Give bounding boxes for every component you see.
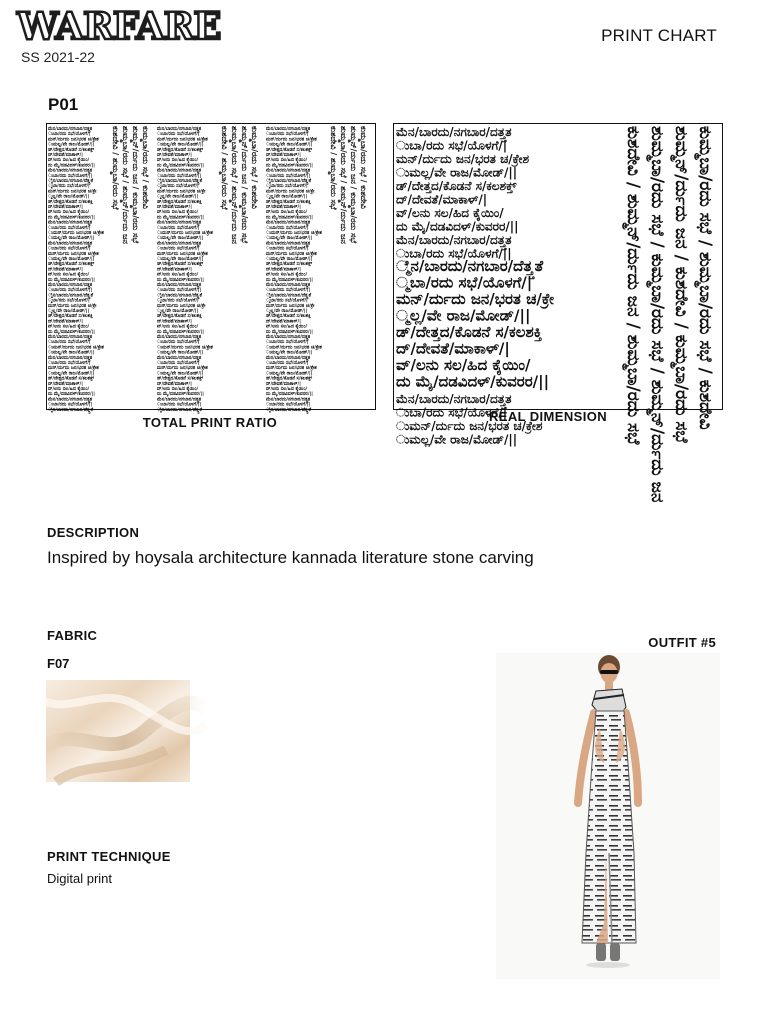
- pattern-text-line: ್ಮಬಾ/ರದು ಸಭೆ/ಯೊಳಗೆ/|: [157, 184, 199, 190]
- pattern-text-line: ಡ್/ದೇತ್ತದ/ಕೊಡನೆ ಸ/ಕಲಶಕ್ತ್: [157, 376, 204, 382]
- pattern-text-line: ದು ಮೈ/ದಡವಿದಳ್/ಕುವರರ/||: [157, 392, 204, 398]
- pattern-text-line: ದ್/ದೇವತೆ/ಮಾಕಾಳ್/|: [266, 153, 301, 158]
- pattern-text-line: ುಬಾ/ರದು ಸಭೆ/ಯೊಳಗೆ/||: [157, 173, 202, 179]
- pattern-text-line: ್ಮೆನ/ಬಾರದು/ನಗಬಾರ/ದೆತ್ತ್ತತೆ: [48, 407, 94, 413]
- pattern-text-line: ುಮಲ್ಲ/ವೇ ರಾಜ/ಮೋಡ್/||: [266, 350, 313, 356]
- pattern-text-line: ಮೆನ/ಬಾರದು/ನಗಬಾರ/ದತ್ತ್ತತ: [48, 241, 93, 247]
- pattern-text-line: ುಬಾ/ರದು ಸಭೆ/ಯೊಳಗೆ/|: [396, 405, 508, 420]
- pattern-text-line: ಡ್/ದೇತ್ತದ/ಕೊಡನೆ ಸ/ಕಲಶಕ್ತಿ: [266, 199, 311, 205]
- pattern-text-line: ಮನ್/ರ್ದುದು ಜನ/ಭರತ ಚ/ಕ್ರೇಶ: [48, 251, 99, 257]
- print-pattern-small: [47, 124, 375, 413]
- pattern-text-line: ಮೆನ/ಬಾರದು/ನಗಬಾರ/ದತ್ತ್ತತ: [396, 392, 512, 406]
- fashion-illustration-image: [496, 653, 720, 979]
- pattern-text-line: ುಬಾ/ರದು ಸಭೆ/ಯೊಳಗೆ/|: [48, 361, 91, 366]
- pattern-text-line: ದ್/ದೇವತೆ/ಮಾಕಾಳ್/|: [157, 381, 192, 387]
- pattern-text-line: ್ಮಬಾ/ರದು ಸಭೆ/ಯೊಳಗೆ/|: [266, 184, 308, 190]
- pattern-text-line: ುಬಾ/ರದು ಸಭೆ/ಯೊಳಗೆ/|: [266, 361, 309, 366]
- pattern-text-line: ಡ್/ದೇತ್ತದ/ಕೊಡನೆ ಸ/ಕಲಶಕ್ತ್: [266, 376, 313, 382]
- pattern-text-line: ವ್/ಲನು ಸಲ/ಹಿದ ಕೈಯಿಂ/: [157, 272, 199, 278]
- pattern-text-line: ಮೆನ/ಬಾರದು/ನಗಬಾರ/ದತ್ತ್ತತ: [266, 168, 311, 174]
- pattern-text-line: ವ್/ಲನು ಸಲ/ಹಿದ ಕೈಯಿಂ/: [266, 272, 308, 278]
- pattern-text-line: ವ್/ಲನು ಸಲ/ಹಿದ ಕೈಯಿಂ/: [48, 158, 90, 164]
- pattern-text-line: ದು ಮೈ/ದಡವಿದಳ್/ಕುವರರ/||: [48, 215, 95, 221]
- pattern-text-line: ಡ್/ದೇತ್ತದ/ಕೊಡನೆ ಸ/ಕಲಶಕ್ತ್: [48, 262, 95, 268]
- pattern-text-line: ದ್/ದೇವತೆ/ಮಾಕಾಳ್/|: [266, 267, 301, 273]
- pattern-text-line: ುಬಾ/ರದು ಸಭೆ/ಯೊಳಗೆ/|: [266, 340, 309, 346]
- pattern-text-line: ಮನ್/ರ್ದುದು ಜನ/ಭರತ ಚ/ಕ್ರೇ: [266, 303, 315, 309]
- pattern-text-line: ಡ್/ದೇತ್ತದ/ಕೊಡನೆ ಸ/ಕಲಶಕ್ತಿ: [396, 323, 542, 341]
- pattern-text-line: ಡ್/ದೇತ್ತದ/ಕೊಡನೆ ಸ/ಕಲಶಕ್ತ್: [48, 376, 95, 382]
- pattern-vertical-text: ಕುಶದೇವಿ / ಶುಮ್ಮಬಾ/ರದು ಸಭೆ: [111, 126, 120, 210]
- pattern-text-line: ುಬಾ/ರದು ಸಭೆ/ಯೊಳಗೆ/|: [396, 138, 508, 153]
- pattern-text-line: ುಮಲ್ಲ/ವೇ ರಾಜ/ಮೋಡ್/||: [396, 165, 518, 180]
- pattern-text-line: ುಮಲ್ಲ/ವೇ ರಾಜ/ಮೋಡ್/||: [157, 350, 204, 356]
- pattern-text-line: ಮೆನ/ಬಾರದು/ನಗಬಾರ/ದತ್ತ್ತತ: [157, 127, 202, 132]
- total-print-ratio-swatch: [46, 123, 376, 413]
- pattern-text-line: ಡ್/ದೇತ್ತದ/ಕೊಡನೆ ಸ/ಕಲಶಕ್ತ್: [266, 147, 313, 153]
- pattern-vertical-text: ಕುಶದೇವಿ / ಶುಮ್ಮನ್/ರ್ದುದು ಜನ / ಶುಮ್ಮಬಾ/ರದು ಸಭೆ: [623, 126, 643, 445]
- pattern-text-line: ದ್/ದೇವತೆ/ಮಾಕಾಳ್/|: [48, 153, 83, 158]
- pattern-text-line: ಮೆನ/ಬಾರದು/ನಗಬಾರ/ದತ್ತ್ತತ: [157, 335, 202, 340]
- pattern-text-line: ಮೆನ/ಬಾರದು/ನಗಬಾರ/ದತ್ತ್ತತ: [157, 355, 202, 361]
- pattern-text-line: ದ್/ದೇವತೆ/ಮಾಕಾಳ್/|: [157, 319, 192, 325]
- pattern-text-line: ಮೆನ/ಬಾರದು/ನಗಬಾರ/ದತ್ತ್ತತ: [266, 355, 311, 361]
- pattern-text-line: ದ್/ದೇವತೆ/ಮಾಕಾಳ್/|: [48, 319, 83, 325]
- pattern-text-line: ್ಮಲ್ಲ/ವೇ ರಾಜ/ಮೋಡ್/||: [266, 309, 308, 314]
- pattern-text-line: ುಬಾ/ರದು ಸಭೆ/ಯೊಳಗೆ/|: [157, 246, 200, 252]
- pattern-text-line: ುಮಲ್ಲ/ವೇ ರಾಜ/ಮೋಡ್/||: [266, 236, 313, 242]
- pattern-text-line: ುಮಲ್ಲ/ವೇ ರಾಜ/ಮೋಡ್/||: [266, 142, 313, 148]
- pattern-text-line: ಮೆನ/ಬಾರದು/ನಗಬಾರ/ದತ್ತ್ತತ: [266, 397, 311, 403]
- pattern-text-line: ಮೆನ/ಬಾರದು/ನಗಬಾರ/ದತ್ತ್ತತ: [157, 241, 202, 247]
- pattern-text-line: ುಮಲ್ಲ/ವೇ ರಾಜ/ಮೋಡ್/||: [396, 432, 518, 447]
- pattern-text-line: ಡ್/ದೇತ್ತದ/ಕೊಡನೆ ಸ/ಕಲಶಕ್ತಿ: [48, 314, 93, 320]
- pattern-text-line: ವ್/ಲನು ಸಲ/ಹಿದ ಕೈಯಿಂ/: [396, 356, 531, 374]
- pattern-text-line: ಮೆನ/ಬಾರದು/ನಗಬಾರ/ದತ್ತ್ತತ: [157, 397, 202, 403]
- pattern-text-line: ಮನ್/ರ್ದುದು ಜನ/ಭರತ ಚ/ಕ್ರೇಶ: [48, 366, 99, 372]
- pattern-text-line: ದ್/ದೇವತೆ/ಮಾಕಾಳ್/|: [157, 267, 192, 273]
- pattern-text-line: ುಮಲ್ಲ/ವೇ ರಾಜ/ಮೋಡ್/||: [48, 257, 95, 262]
- pattern-text-line: ್ಮಲ್ಲ/ವೇ ರಾಜ/ಮೋಡ್/||: [266, 194, 308, 200]
- pattern-text-line: ್ಮಲ್ಲ/ವೇ ರಾಜ/ಮೋಡ್/||: [48, 309, 90, 314]
- pattern-text-line: ಮೆನ/ಬಾರದು/ನಗಬಾರ/ದತ್ತ್ತತ: [396, 125, 512, 139]
- pattern-text-line: ವ್/ಲನು ಸಲ/ಹಿದ ಕೈಯಿಂ/: [266, 210, 308, 216]
- pattern-text-line: ುಬಾ/ರದು ಸಭೆ/ಯೊಳಗೆ/||: [48, 288, 93, 294]
- pattern-text-line: ್ಮಬಾ/ರದು ಸಭೆ/ಯೊಳಗೆ/|: [266, 298, 308, 304]
- pattern-text-line: ದು ಮೈ/ದಡವಿದಳ್/ಕುವರರ/||: [266, 392, 313, 398]
- description-text: Inspired by hoysala architecture kannada literature stone carving: [47, 548, 534, 567]
- print-technique-label: PRINT TECHNIQUE: [47, 849, 171, 864]
- pattern-text-line: ಮನ್/ರ್ದುದು ಜನ/ಭರತ ಚ/ಕ್ರೇಶ: [157, 366, 208, 372]
- pattern-text-line: ್ಮಬಾ/ರದು ಸಭೆ/ಯೊಳಗೆ/|: [396, 273, 533, 292]
- pattern-text-line: ುಮನ್/ರ್ದುದು ಜನ/ಭರತ ಚ/ಕ್ರೇಶ: [396, 419, 543, 433]
- total-print-ratio-caption: TOTAL PRINT RATIO: [142, 415, 278, 430]
- pattern-text-line: ಮನ್/ರ್ದುದು ಜನ/ಭರತ ಚ/ಕ್ರೇಶ: [48, 137, 99, 143]
- pattern-text-line: ಡ್/ದೇತ್ತದ/ಕೊಡನೆ ಸ/ಕಲಶಕ್ತಿ: [157, 199, 202, 205]
- pattern-text-line: ದು ಮೈ/ದಡವಿದಳ್/ಕುವರರ/||: [266, 163, 313, 169]
- page-title: PRINT CHART: [601, 26, 717, 45]
- pattern-text-line: ದ್/ದೇವತೆ/ಮಾಕಾಳ್/|: [396, 339, 510, 358]
- pattern-vertical-text: ಶುಮ್ಮನ್/ರ್ದುದು ಜನ / ಕುಮ್ಮಬಾ/ರದು ಸಭೆ: [349, 126, 358, 244]
- pattern-text-line: ವ್/ಲನು ಸಲ/ಹಿದ ಕೈಯಿಂ/: [266, 158, 308, 164]
- pattern-text-line: ುಮಲ್ಲ/ವೇ ರಾಜ/ಮೋಡ್/||: [157, 142, 204, 148]
- pattern-text-line: ್ಮಲ್ಲ/ವೇ ರಾಜ/ಮೋಡ್/||: [48, 194, 90, 200]
- pattern-text-line: ುಮಲ್ಲ/ವೇ ರಾಜ/ಮೋಡ್/||: [157, 236, 204, 242]
- pattern-text-line: ುಮನ್/ರ್ದುದು ಜನ/ಭರತ ಚ/ಕ್ರೇಶ: [157, 345, 214, 351]
- pattern-text-line: ಮೆನ/ಬಾರದು/ನಗಬಾರ/ದತ್ತ್ತತ: [48, 168, 93, 174]
- pattern-text-line: ುಮಲ್ಲ/ವೇ ರಾಜ/ಮೋಡ್/||: [157, 371, 204, 377]
- pattern-vertical-text: ಶುಮ್ಮಬಾ/ರದು ಸಭೆ / ಶುಮ್ಮನ್/ರ್ದುದು ಜನ: [230, 126, 239, 244]
- pattern-text-line: ಮೆನ/ಬಾರದು/ನಗಬಾರ/ದತ್ತ್ತತ: [157, 168, 202, 174]
- pattern-text-line: ುಮಲ್ಲ/ವೇ ರಾಜ/ಮೋಡ್/||: [48, 371, 95, 377]
- pattern-text-line: ್ಮೆನ/ಬಾರದು/ನಗಬಾರ/ದೆತ್ತ್ತತೆ: [157, 293, 203, 299]
- fabric-label: FABRIC: [47, 628, 98, 643]
- pattern-text-line: ಮೆನ/ಬಾರದು/ನಗಬಾರ/ದತ್ತ್ತತ: [266, 335, 311, 340]
- pattern-text-line: ುಬಾ/ರದು ಸಭೆ/ಯೊಳಗೆ/||: [396, 246, 512, 261]
- pattern-text-line: ವ್/ಲನು ಸಲ/ಹಿದ ಕೈಯಿಂ/: [396, 206, 504, 220]
- pattern-text-line: ್ಮಲ್ಲ/ವೇ ರಾಜ/ಮೋಡ್/||: [157, 309, 199, 314]
- pattern-vertical-text: ಶುಮ್ಮನ್/ರ್ದುದು ಜನ / ಕುಮ್ಮಬಾ/ರದು ಸಭೆ: [240, 126, 249, 244]
- satin-fabric-image: [46, 680, 190, 782]
- pattern-text-line: ದು ಮೈ/ದಡವಿದಳ್/ಕುವರರ/||: [48, 277, 95, 283]
- pattern-text-line: ಮೆನ/ಬಾರದು/ನಗಬಾರ/ದತ್ತ್ತತ: [266, 127, 311, 132]
- pattern-text-line: ಮನ್/ರ್ದುದು ಜನ/ಭರತ ಚ/ಕ್ರೇಶ: [396, 152, 530, 166]
- pattern-text-line: ್ಮೆನ/ಬಾರದು/ನಗಬಾರ/ದೆತ್ತ್ತತೆ: [396, 257, 544, 275]
- pattern-text-line: ಡ್/ದೇತ್ತದ/ಕೊಡನೆ ಸ/ಕಲಶಕ್ತ್: [157, 262, 204, 268]
- outfit-label: OUTFIT #5: [648, 635, 716, 650]
- pattern-text-line: ್ಮಬಾ/ರದು ಸಭೆ/ಯೊಳಗೆ/|: [157, 298, 199, 304]
- pattern-text-line: ಮೆನ/ಬಾರದು/ನಗಬಾರ/ದತ್ತ್ತತ: [48, 127, 93, 132]
- pattern-text-line: ುಬಾ/ರದು ಸಭೆ/ಯೊಳಗೆ/||: [48, 402, 93, 408]
- pattern-text-line: ುಬಾ/ರದು ಸಭೆ/ಯೊಳಗೆ/|: [266, 132, 309, 138]
- pattern-text-line: ಮನ್/ರ್ದುದು ಜನ/ಭರತ ಚ/ಕ್ರೇಶ: [157, 137, 208, 143]
- pattern-text-line: ಡ್/ದೇತ್ತದ/ಕೊಡನೆ ಸ/ಕಲಶಕ್ತ್: [157, 147, 204, 153]
- pattern-text-line: ುಬಾ/ರದು ಸಭೆ/ಯೊಳಗೆ/|: [266, 225, 309, 231]
- pattern-vertical-text: ಕುಮ್ಮಬಾ/ರದು ಸಭೆ / ಕುಶದೇವಿ: [250, 126, 259, 209]
- pattern-text-line: ುಬಾ/ರದು ಸಭೆ/ಯೊಳಗೆ/|: [266, 246, 309, 252]
- pattern-text-line: ದು ಮೈ/ದಡವಿದಳ್/ಕುವರರ/||: [157, 329, 204, 335]
- pattern-text-line: ಮನ್/ರ್ದುದು ಜನ/ಭರತ ಚ/ಕ್ರೇ: [48, 303, 97, 309]
- pattern-text-line: ದ್/ದೇವತೆ/ಮಾಕಾಳ್/|: [48, 205, 83, 210]
- pattern-text-line: ುಬಾ/ರದು ಸಭೆ/ಯೊಳಗೆ/||: [157, 402, 202, 408]
- pattern-text-line: ದ್/ದೇವತೆ/ಮಾಕಾಳ್/|: [396, 192, 488, 207]
- pattern-text-line: ಮೆನ/ಬಾರದು/ನಗಬಾರ/ದತ್ತ್ತತ: [266, 241, 311, 247]
- pattern-text-line: ಮೆನ/ಬಾರದು/ನಗಬಾರ/ದತ್ತ್ತತ: [48, 355, 93, 361]
- pattern-text-line: ಮನ್/ರ್ದುದು ಜನ/ಭರತ ಚ/ಕ್ರೇ: [157, 189, 206, 195]
- pattern-vertical-text: ಕುಶದೇವಿ / ಶುಮ್ಮಬಾ/ರದು ಸಭೆ: [220, 126, 229, 210]
- pattern-text-line: ುಬಾ/ರದು ಸಭೆ/ಯೊಳಗೆ/|: [157, 132, 200, 138]
- pattern-text-line: ್ಮೆನ/ಬಾರದು/ನಗಬಾರ/ದೆತ್ತ್ತತೆ: [157, 407, 203, 413]
- print-code: P01: [48, 95, 79, 114]
- pattern-text-line: ುಬಾ/ರದು ಸಭೆ/ಯೊಳಗೆ/||: [266, 402, 311, 408]
- pattern-text-line: ವ್/ಲನು ಸಲ/ಹಿದ ಕೈಯಿಂ/: [157, 387, 199, 392]
- print-technique-value: Digital print: [47, 871, 113, 886]
- description-label: DESCRIPTION: [47, 525, 140, 540]
- pattern-text-line: ಡ್/ದೇತ್ತದ/ಕೊಡನೆ ಸ/ಕಲಶಕ್ತಿ: [266, 314, 311, 320]
- pattern-text-line: ುಬಾ/ರದು ಸಭೆ/ಯೊಳಗೆ/|: [157, 225, 200, 231]
- pattern-text-line: ದು ಮೈ/ದಡವಿದಳ್/ಕುವರರ/||: [396, 219, 519, 234]
- pattern-text-line: ಮೆನ/ಬಾರದು/ನಗಬಾರ/ದತ್ತ್ತತ: [48, 397, 93, 403]
- pattern-vertical-text: ಶುಮ್ಮಬಾ/ರದು ಸಭೆ / ಶುಮ್ಮನ್/ರ್ದುದು ಜನ: [121, 126, 130, 244]
- pattern-text-line: ್ಮಲ್ಲ/ವೇ ರಾಜ/ಮೋಡ್/||: [157, 194, 199, 200]
- pattern-text-line: ುಬಾ/ರದು ಸಭೆ/ಯೊಳಗೆ/||: [157, 288, 202, 294]
- pattern-text-line: ುಬಾ/ರದು ಸಭೆ/ಯೊಳಗೆ/|: [48, 225, 91, 231]
- pattern-text-line: ದ್/ದೇವತೆ/ಮಾಕಾಳ್/|: [48, 381, 83, 387]
- pattern-text-line: ುಮಲ್ಲ/ವೇ ರಾಜ/ಮೋಡ್/||: [266, 257, 313, 262]
- pattern-text-line: ಡ್/ದೇತ್ತದ/ಕೊಡನೆ ಸ/ಕಲಶಕ್ತ್: [266, 262, 313, 268]
- pattern-text-line: ಮನ್/ರ್ದುದು ಜನ/ಭರತ ಚ/ಕ್ರೇ: [266, 189, 315, 195]
- pattern-text-line: ುಮನ್/ರ್ದುದು ಜನ/ಭರತ ಚ/ಕ್ರೇಶ: [48, 345, 105, 351]
- pattern-text-line: ುಬಾ/ರದು ಸಭೆ/ಯೊಳಗೆ/|: [157, 340, 200, 346]
- pattern-text-line: ಮೆನ/ಬಾರದು/ನಗಬಾರ/ದತ್ತ್ತತ: [266, 283, 311, 288]
- pattern-text-line: ್ಮೆನ/ಬಾರದು/ನಗಬಾರ/ದೆತ್ತ್ತತೆ: [266, 407, 312, 413]
- pattern-text-line: ಮೆನ/ಬಾರದು/ನಗಬಾರ/ದತ್ತ್ತತ: [396, 233, 512, 247]
- pattern-text-line: ್ಮಬಾ/ರದು ಸಭೆ/ಯೊಳಗೆ/|: [48, 184, 90, 190]
- pattern-text-line: ್ಮೆನ/ಬಾರದು/ನಗಬಾರ/ದೆತ್ತ್ತತೆ: [48, 293, 94, 299]
- pattern-text-line: ಮೆನ/ಬಾರದು/ನಗಬಾರ/ದತ್ತ್ತತ: [157, 220, 202, 226]
- pattern-text-line: ವ್/ಲನು ಸಲ/ಹಿದ ಕೈಯಿಂ/: [48, 387, 90, 392]
- pattern-text-line: ಡ್/ದೇತ್ತದ/ಕೊಡನೆ ಸ/ಕಲಶಕ್ತ್: [396, 179, 517, 193]
- pattern-text-line: ವ್/ಲನು ಸಲ/ಹಿದ ಕೈಯಿಂ/: [266, 324, 308, 330]
- pattern-text-line: ಮೆನ/ಬಾರದು/ನಗಬಾರ/ದತ್ತ್ತತ: [266, 220, 311, 226]
- pattern-text-line: ುಮನ್/ರ್ದುದು ಜನ/ಭರತ ಚ/ಕ್ರೇಶ: [48, 231, 105, 236]
- brand-logo: WARFARE: [17, 4, 221, 48]
- pattern-text-line: ುಮನ್/ರ್ದುದು ಜನ/ಭರತ ಚ/ಕ್ರೇಶ: [266, 231, 323, 236]
- pattern-text-line: ಮನ್/ರ್ದುದು ಜನ/ಭರತ ಚ/ಕ್ರೇಶ: [157, 251, 208, 257]
- pattern-text-line: ಡ್/ದೇತ್ತದ/ಕೊಡನೆ ಸ/ಕಲಶಕ್ತ್: [48, 147, 95, 153]
- pattern-text-line: ಮೆನ/ಬಾರದು/ನಗಬಾರ/ದತ್ತ್ತತ: [48, 220, 93, 226]
- pattern-text-line: ವ್/ಲನು ಸಲ/ಹಿದ ಕೈಯಿಂ/: [266, 387, 308, 392]
- pattern-text-line: ದು ಮೈ/ದಡವಿದಳ್/ಕುವರರ/||: [48, 329, 95, 335]
- pattern-text-line: ದು ಮೈ/ದಡವಿದಳ್/ಕುವರರ/||: [396, 372, 550, 391]
- pattern-text-line: ದು ಮೈ/ದಡವಿದಳ್/ಕುವರರ/||: [157, 277, 204, 283]
- pattern-vertical-text: ಕುಮ್ಮಬಾ/ರದು ಸಭೆ / ಕುಶದೇವಿ: [141, 126, 150, 209]
- pattern-text-line: ದ್/ದೇವತೆ/ಮಾಕಾಳ್/|: [48, 267, 83, 273]
- pattern-text-line: ಡ್/ದೇತ್ತದ/ಕೊಡನೆ ಸ/ಕಲಶಕ್ತಿ: [157, 314, 202, 320]
- season-label: SS 2021-22: [21, 49, 95, 65]
- pattern-text-line: ವ್/ಲನು ಸಲ/ಹಿದ ಕೈಯಿಂ/: [48, 210, 90, 216]
- pattern-text-line: ುಮಲ್ಲ/ವೇ ರಾಜ/ಮೋಡ್/||: [48, 142, 95, 148]
- pattern-vertical-text: ಶುಮ್ಮನ್/ರ್ದುದು ಜನ / ಕುಮ್ಮಬಾ/ರದು ಸಭೆ: [131, 126, 140, 244]
- pattern-text-line: ದು ಮೈ/ದಡವಿದಳ್/ಕುವರರ/||: [48, 392, 95, 398]
- pattern-text-line: ್ಮೆನ/ಬಾರದು/ನಗಬಾರ/ದೆತ್ತ್ತತೆ: [266, 293, 312, 299]
- pattern-text-line: ುಬಾ/ರದು ಸಭೆ/ಯೊಳಗೆ/|: [157, 361, 200, 366]
- pattern-vertical-text: ಕುಶದೇವಿ / ಶುಮ್ಮಬಾ/ರದು ಸಭೆ: [329, 126, 338, 210]
- pattern-text-line: ದು ಮೈ/ದಡವಿದಳ್/ಕುವರರ/||: [157, 215, 204, 221]
- pattern-text-line: ುಮನ್/ರ್ದುದು ಜನ/ಭರತ ಚ/ಕ್ರೇಶ: [157, 231, 214, 236]
- pattern-text-line: ವ್/ಲನು ಸಲ/ಹಿದ ಕೈಯಿಂ/: [157, 210, 199, 216]
- pattern-text-line: ಮೆನ/ಬಾರದು/ನಗಬಾರ/ದತ್ತ್ತತ: [48, 335, 93, 340]
- pattern-vertical-text: ಶುಮ್ಮನ್/ರ್ದುದು ಜನ / ಕುಶದೇವಿ / ಕುಮ್ಮಬಾ/ರದು ಸಭೆ: [671, 126, 691, 443]
- pattern-text-line: ್ಮೆನ/ಬಾರದು/ನಗಬಾರ/ದೆತ್ತ್ತತೆ: [48, 179, 94, 184]
- pattern-text-line: ುಬಾ/ರದು ಸಭೆ/ಯೊಳಗೆ/|: [48, 340, 91, 346]
- pattern-text-line: ುಬಾ/ರದು ಸಭೆ/ಯೊಳಗೆ/||: [266, 173, 311, 179]
- pattern-text-line: ದು ಮೈ/ದಡವಿದಳ್/ಕುವರರ/||: [157, 163, 204, 169]
- pattern-text-line: ವ್/ಲನು ಸಲ/ಹಿದ ಕೈಯಿಂ/: [157, 324, 199, 330]
- pattern-text-line: ್ಮಲ್ಲ/ವೇ ರಾಜ/ಮೋಡ್/||: [396, 306, 531, 325]
- pattern-text-line: ್ಮೆನ/ಬಾರದು/ನಗಬಾರ/ದೆತ್ತ್ತತೆ: [266, 179, 312, 184]
- pattern-text-line: ಮನ್/ರ್ದುದು ಜನ/ಭರತ ಚ/ಕ್ರೇ: [157, 303, 206, 309]
- pattern-text-line: ವ್/ಲನು ಸಲ/ಹಿದ ಕೈಯಿಂ/: [48, 272, 90, 278]
- pattern-text-line: ುಬಾ/ರದು ಸಭೆ/ಯೊಳಗೆ/||: [48, 173, 93, 179]
- pattern-text-line: ದು ಮೈ/ದಡವಿದಳ್/ಕುವರರ/||: [266, 329, 313, 335]
- pattern-text-line: ದ್/ದೇವತೆ/ಮಾಕಾಳ್/|: [266, 205, 301, 210]
- pattern-text-line: ದು ಮೈ/ದಡವಿದಳ್/ಕುವರರ/||: [266, 277, 313, 283]
- pattern-text-line: ಮನ್/ರ್ದುದು ಜನ/ಭರತ ಚ/ಕ್ರೇ: [396, 290, 555, 308]
- pattern-text-line: ಡ್/ದೇತ್ತದ/ಕೊಡನೆ ಸ/ಕಲಶಕ್ತಿ: [48, 199, 93, 205]
- pattern-text-line: ುಮಲ್ಲ/ವೇ ರಾಜ/ಮೋಡ್/||: [48, 236, 95, 242]
- pattern-text-line: ವ್/ಲನು ಸಲ/ಹಿದ ಕೈಯಿಂ/: [48, 324, 90, 330]
- pattern-text-line: ದ್/ದೇವತೆ/ಮಾಕಾಳ್/|: [266, 381, 301, 387]
- pattern-text-line: ವ್/ಲನು ಸಲ/ಹಿದ ಕೈಯಿಂ/: [157, 158, 199, 164]
- pattern-text-line: ದು ಮೈ/ದಡವಿದಳ್/ಕುವರರ/||: [48, 163, 95, 169]
- pattern-text-line: ಮೆನ/ಬಾರದು/ನಗಬಾರ/ದತ್ತ್ತತ: [48, 283, 93, 288]
- pattern-text-line: ುಮಲ್ಲ/ವೇ ರಾಜ/ಮೋಡ್/||: [266, 371, 313, 377]
- pattern-text-line: ುಬಾ/ರದು ಸಭೆ/ಯೊಳಗೆ/|: [48, 132, 91, 138]
- pattern-text-line: ುಮಲ್ಲ/ವೇ ರಾಜ/ಮೋಡ್/||: [48, 350, 95, 356]
- pattern-vertical-text: ಕುಮ್ಮಬಾ/ರದು ಸಭೆ / ಕುಶದೇವಿ: [359, 126, 368, 209]
- pattern-text-line: ದು ಮೈ/ದಡವಿದಳ್/ಕುವರರ/||: [266, 215, 313, 221]
- pattern-vertical-text: ಕುಮ್ಮಬಾ/ರದು ಸಭೆ / ಶುಮ್ಮಬಾ/ರದು ಸಭೆ / ಕುಶದೇವಿ: [695, 126, 715, 430]
- real-dimension-caption: REAL DIMENSION: [488, 409, 608, 424]
- pattern-text-line: ದ್/ದೇವತೆ/ಮಾಕಾಳ್/|: [266, 319, 301, 325]
- pattern-text-line: ುಮಲ್ಲ/ವೇ ರಾಜ/ಮೋಡ್/||: [157, 257, 204, 262]
- pattern-text-line: ದ್/ದೇವತೆ/ಮಾಕಾಳ್/|: [157, 153, 192, 158]
- pattern-text-line: ಮನ್/ರ್ದುದು ಜನ/ಭರತ ಚ/ಕ್ರೇಶ: [266, 137, 317, 143]
- pattern-text-line: ುಮನ್/ರ್ದುದು ಜನ/ಭರತ ಚ/ಕ್ರೇಶ: [266, 345, 323, 351]
- pattern-text-line: ್ಮಬಾ/ರದು ಸಭೆ/ಯೊಳಗೆ/|: [48, 298, 90, 304]
- pattern-text-line: ುಬಾ/ರದು ಸಭೆ/ಯೊಳಗೆ/|: [48, 246, 91, 252]
- pattern-text-line: ್ಮೆನ/ಬಾರದು/ನಗಬಾರ/ದೆತ್ತ್ತತೆ: [157, 179, 203, 184]
- pattern-text-line: ಮನ್/ರ್ದುದು ಜನ/ಭರತ ಚ/ಕ್ರೇಶ: [266, 366, 317, 372]
- pattern-vertical-text: ಶುಮ್ಮಬಾ/ರದು ಸಭೆ / ಕುಮ್ಮಬಾ/ರದು ಸಭೆ / ಶುಮ್ಮನ್/ರ್ದುದು ಜನ: [647, 126, 667, 503]
- pattern-vertical-text: ಶುಮ್ಮಬಾ/ರದು ಸಭೆ / ಶುಮ್ಮನ್/ರ್ದುದು ಜನ: [339, 126, 348, 244]
- pattern-text-line: ದ್/ದೇವತೆ/ಮಾಕಾಳ್/|: [157, 205, 192, 210]
- pattern-text-line: ುಬಾ/ರದು ಸಭೆ/ಯೊಳಗೆ/||: [266, 288, 311, 294]
- fabric-code: F07: [47, 656, 70, 671]
- pattern-text-line: ಮನ್/ರ್ದುದು ಜನ/ಭರತ ಚ/ಕ್ರೇಶ: [266, 251, 317, 257]
- pattern-text-line: ಮೆನ/ಬಾರದು/ನಗಬಾರ/ದತ್ತ್ತತ: [157, 283, 202, 288]
- pattern-text-line: ಮನ್/ರ್ದುದು ಜನ/ಭರತ ಚ/ಕ್ರೇ: [48, 189, 97, 195]
